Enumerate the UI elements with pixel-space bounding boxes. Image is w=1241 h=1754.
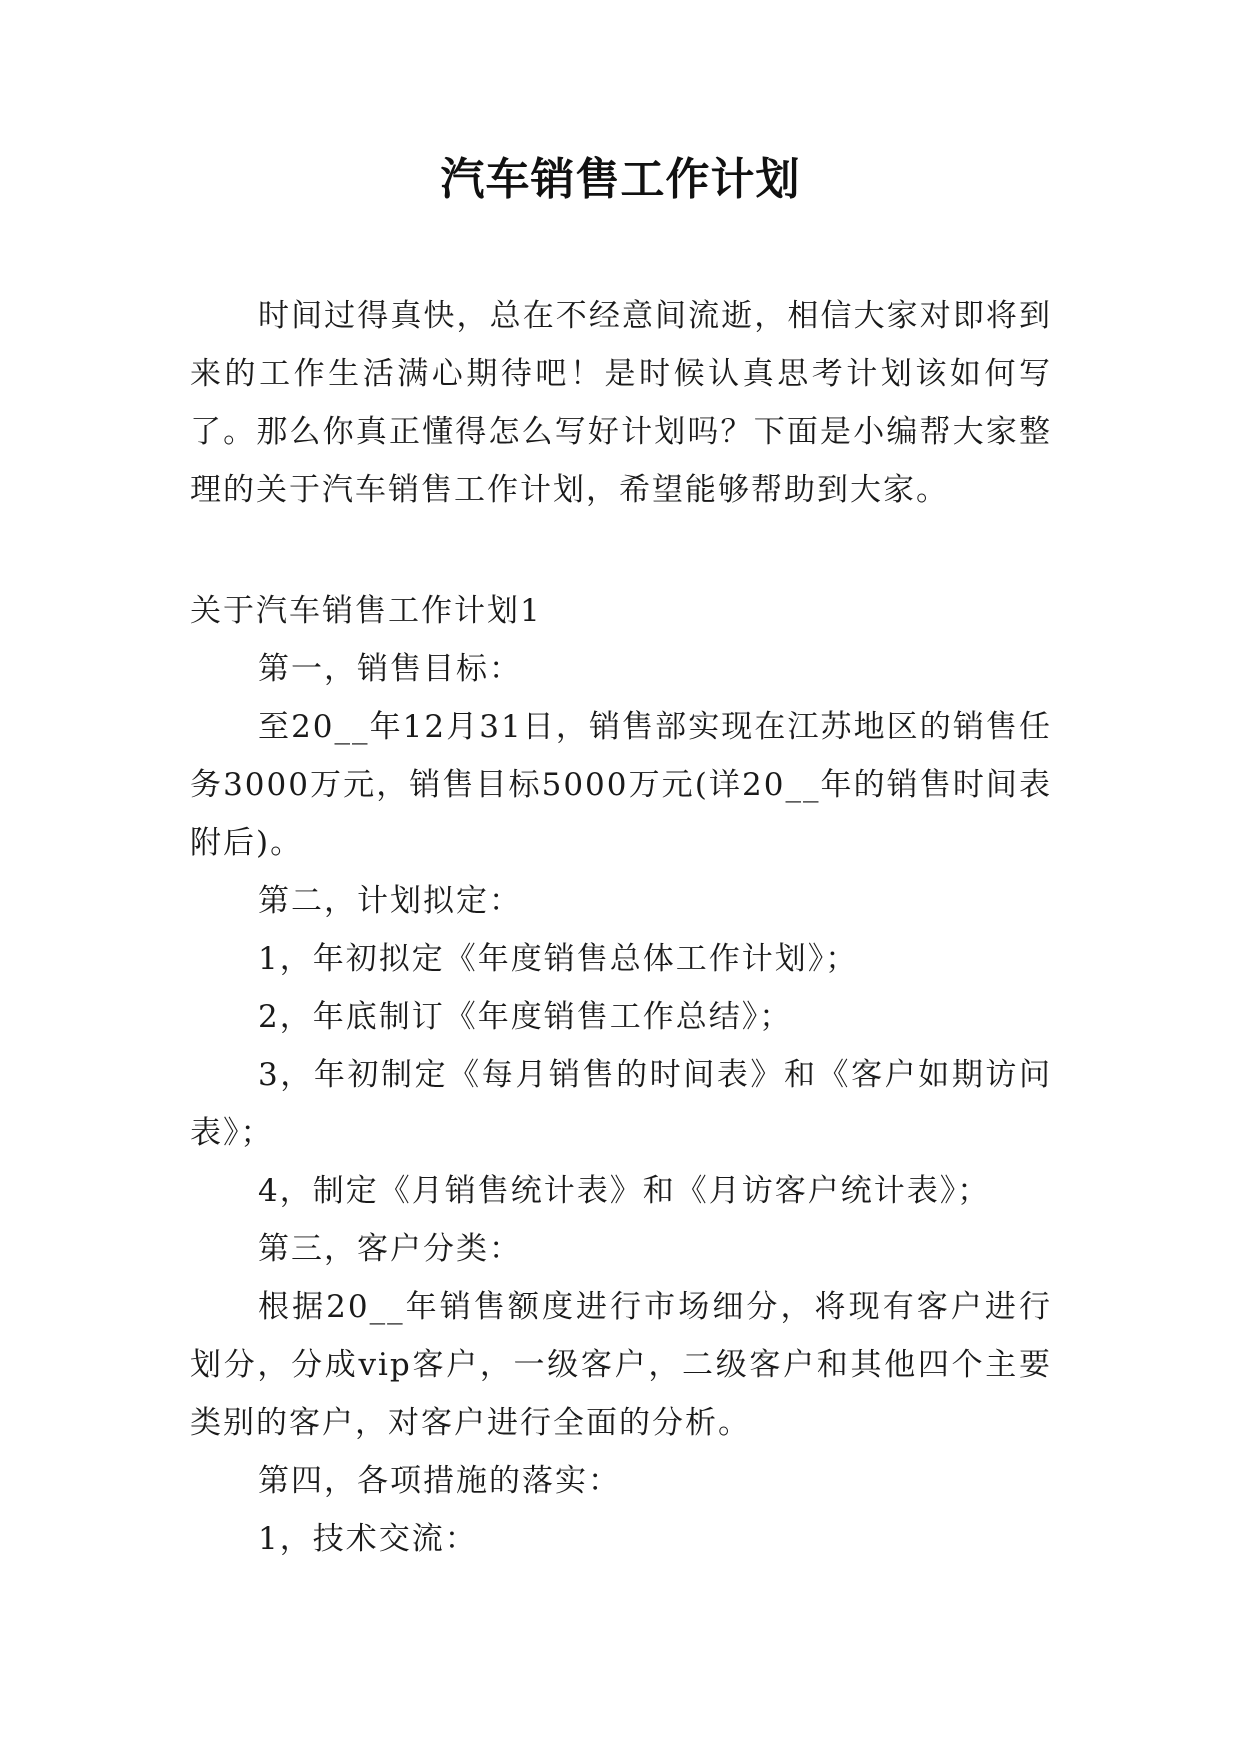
paragraph-customer-detail: 根据20__年销售额度进行市场细分，将现有客户进行划分，分成vip客户，一级客户，二级客户和其他四个主要类别的客户，对客户进行全面的分析。 (190, 1289, 1052, 1441)
plan-section (190, 582, 1052, 1568)
document-title: 汽车销售工作计划 (440, 154, 801, 205)
paragraph-plan-item-1: 1，年初拟定《年度销售总体工作计划》； (258, 941, 859, 977)
paragraph-measures-item-1: 1，技术交流： (258, 1521, 478, 1557)
intro-section (190, 287, 1052, 519)
paragraph-plan-heading: 第二，计划拟定： (258, 883, 522, 919)
section-heading: 关于汽车销售工作计划1 (190, 593, 542, 629)
paragraph-plan-item-2: 2，年底制订《年度销售工作总结》； (258, 999, 793, 1035)
paragraph-measures-heading: 第四，各项措施的落实： (258, 1463, 621, 1499)
intro-paragraph: 时间过得真快，总在不经意间流逝，相信大家对即将到来的工作生活满心期待吧！是时候认真思考计划该如何写了。那么你真正懂得怎么写好计划吗？下面是小编帮大家整理的关于汽车销售工作计划，希望能够帮助到大家。 (190, 298, 1052, 508)
paragraph-customer-heading: 第三，客户分类： (258, 1231, 522, 1267)
paragraph-plan-item-4: 4，制定《月销售统计表》和《月访客户统计表》； (258, 1173, 991, 1209)
paragraph-goal-heading: 第一，销售目标： (258, 651, 522, 687)
paragraph-goal-detail: 至20__年12月31日，销售部实现在江苏地区的销售任务3000万元，销售目标5000万元(详20__年的销售时间表附后)。 (190, 709, 1052, 861)
paragraph-plan-item-3: 3，年初制定《每月销售的时间表》和《客户如期访问表》； (190, 1057, 1052, 1151)
